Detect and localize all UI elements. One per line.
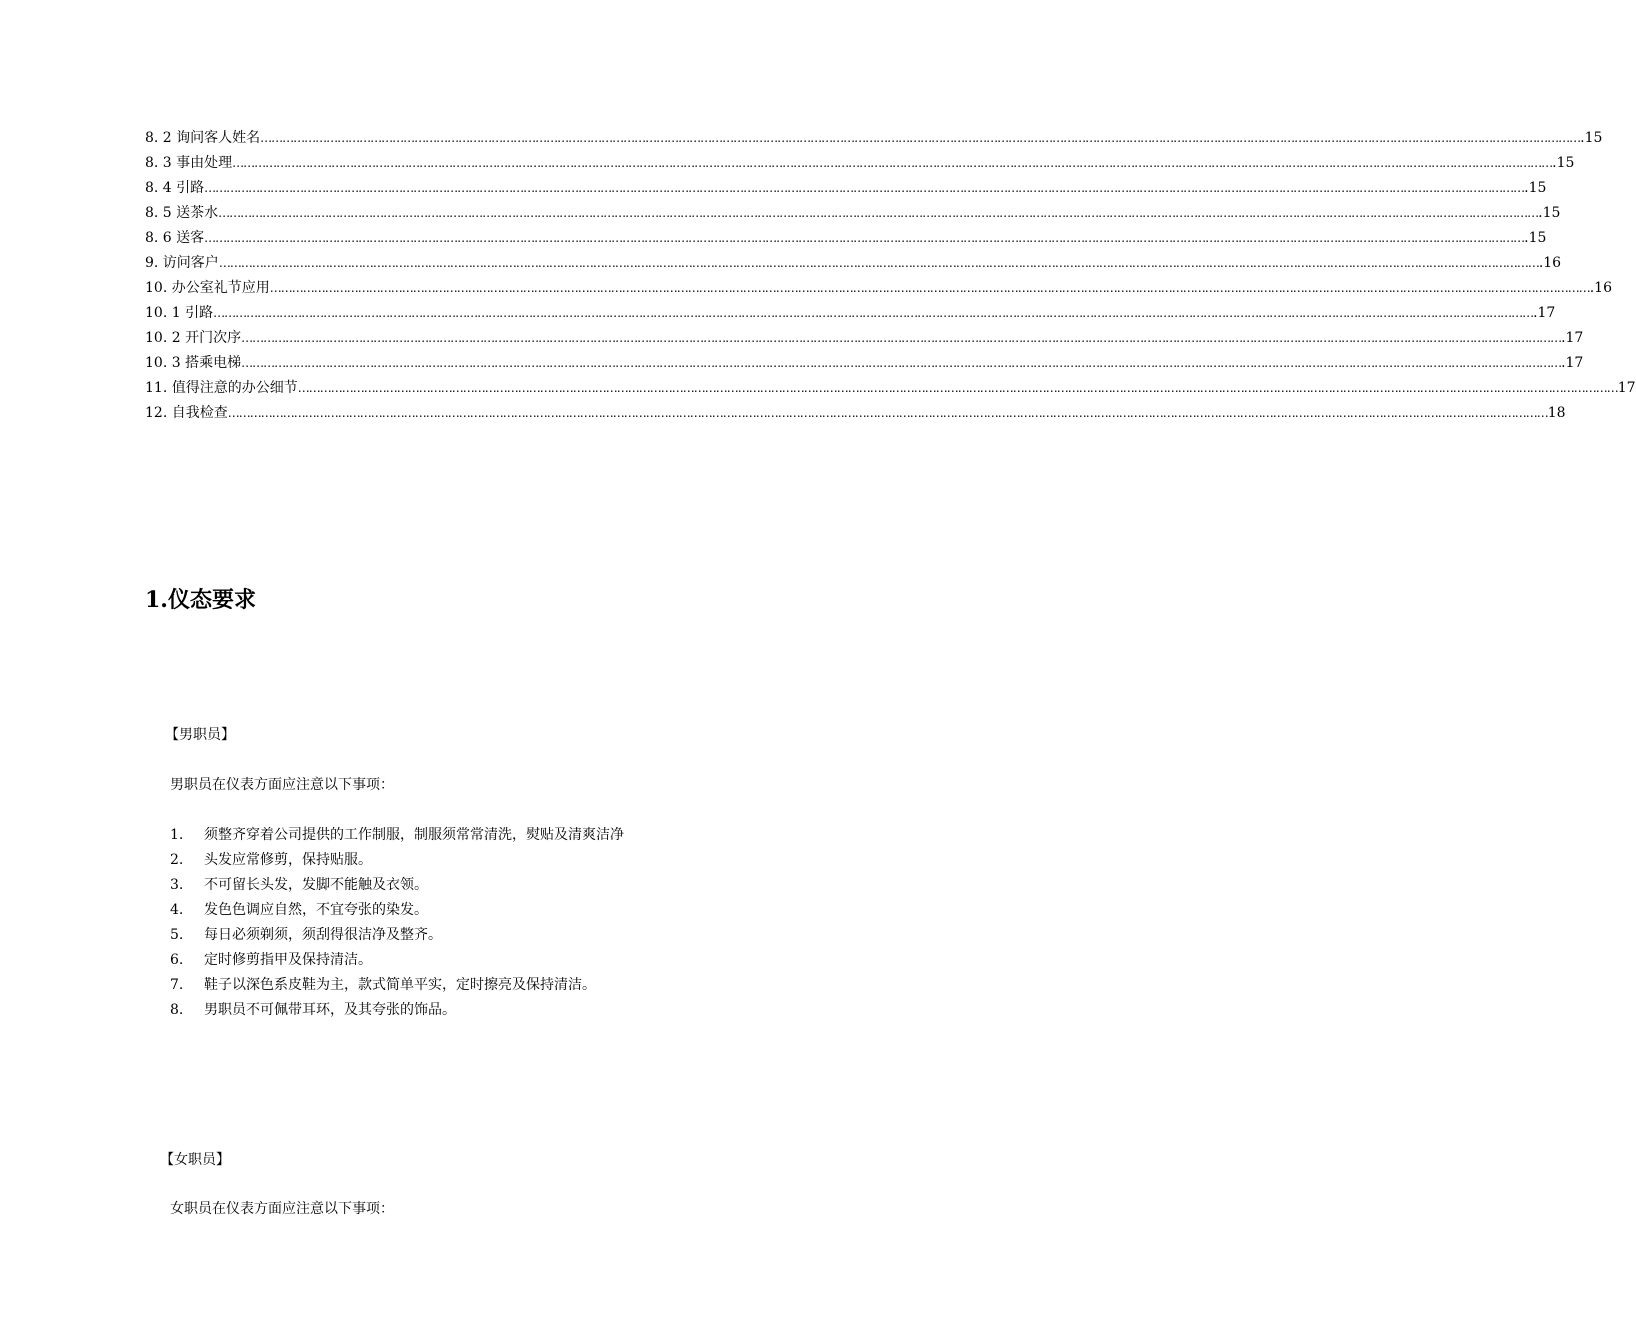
toc-label: 10. 3 搭乘电梯	[145, 355, 242, 371]
item-text: 不可留长头发，发脚不能触及衣领。	[204, 877, 428, 893]
toc-leader: ………………………………………………………………………………………………………………………………………………………………………………………………………………………………………………………………………………………………………………………………	[241, 356, 1562, 370]
toc-entry[interactable]	[145, 401, 1566, 426]
item-number: 4.	[170, 902, 184, 918]
toc-leader: ………………………………………………………………………………………………………………………………………………………………………………………………………………………………………………………………………………………………………………………………	[227, 406, 1548, 420]
item-text: 鞋子以深色系皮鞋为主，款式简单平实，定时擦亮及保持清洁。	[204, 977, 596, 993]
item-number: 7.	[170, 977, 184, 993]
item-text: 须整齐穿着公司提供的工作制服，制服须常常清洗，熨贴及清爽洁净	[204, 827, 624, 843]
item-number: 6.	[170, 952, 184, 968]
list-item	[170, 948, 624, 973]
toc-entry[interactable]	[145, 301, 1556, 326]
toc-entry[interactable]	[145, 351, 1584, 376]
item-text: 头发应常修剪，保持贴服。	[204, 852, 372, 868]
item-number: 2.	[170, 852, 184, 868]
toc-entry[interactable]	[145, 276, 1612, 301]
list-item	[170, 873, 624, 898]
toc-entry[interactable]	[145, 226, 1547, 251]
item-number: 5.	[170, 927, 184, 943]
toc-leader: ………………………………………………………………………………………………………………………………………………………………………………………………………………………………………………………………………………………………………………………………	[269, 281, 1590, 295]
toc-entry[interactable]	[145, 201, 1561, 226]
toc-entry[interactable]	[145, 251, 1562, 276]
toc-page-number: .17	[1561, 330, 1584, 346]
toc-label: 8. 2 询问客人姓名	[145, 130, 261, 146]
toc-entry[interactable]	[145, 176, 1547, 201]
item-text: 男职员不可佩带耳环，及其夸张的饰品。	[204, 1002, 456, 1018]
toc-label: 9. 访问客户	[145, 255, 219, 271]
toc-page-number: .15	[1552, 155, 1575, 171]
male-staff-heading: 【男职员】	[165, 727, 235, 743]
toc-page-number: .15	[1580, 130, 1603, 146]
toc-label: 11. 值得注意的办公细节	[145, 380, 298, 396]
list-item	[170, 998, 624, 1023]
toc-page-number: 18	[1547, 405, 1566, 421]
toc-page-number: 17	[1617, 380, 1636, 396]
toc-entry[interactable]	[145, 126, 1603, 151]
male-rules-list	[170, 823, 624, 1023]
toc-label: 12. 自我检查	[145, 405, 228, 421]
list-item	[170, 848, 624, 873]
toc-leader: ………………………………………………………………………………………………………………………………………………………………………………………………………………………………………………………………………………………………………………………………	[204, 231, 1525, 245]
toc-leader: ………………………………………………………………………………………………………………………………………………………………………………………………………………………………………………………………………………………………………………………………	[297, 381, 1618, 395]
toc-leader: ………………………………………………………………………………………………………………………………………………………………………………………………………………………………………………………………………………………………………………………………	[232, 156, 1553, 170]
toc-label: 8. 4 引路	[145, 180, 205, 196]
toc-page-number: .15	[1524, 230, 1547, 246]
toc-page-number: .17	[1561, 355, 1584, 371]
toc-leader: ………………………………………………………………………………………………………………………………………………………………………………………………………………………………………………………………………………………………………………………………	[218, 256, 1539, 270]
section-title: 1.仪态要求	[145, 587, 256, 613]
toc-page-number: .15	[1538, 205, 1561, 221]
toc-label: 8. 3 事由处理	[145, 155, 233, 171]
item-number: 1.	[170, 827, 184, 843]
item-text: 定时修剪指甲及保持清洁。	[204, 952, 372, 968]
toc-label: 8. 5 送茶水	[145, 205, 219, 221]
female-staff-heading: 【女职员】	[160, 1152, 230, 1168]
toc-leader: ………………………………………………………………………………………………………………………………………………………………………………………………………………………………………………………………………………………………………………………………	[204, 181, 1525, 195]
list-item	[170, 923, 624, 948]
toc-leader: ………………………………………………………………………………………………………………………………………………………………………………………………………………………………………………………………………………………………………………………………	[213, 306, 1534, 320]
item-number: 8.	[170, 1002, 184, 1018]
toc-label: 8. 6 送客	[145, 230, 205, 246]
table-of-contents	[145, 126, 1636, 426]
toc-label: 10. 办公室礼节应用	[145, 280, 270, 296]
toc-entry[interactable]	[145, 326, 1584, 351]
list-item	[170, 973, 624, 998]
toc-page-number: .16	[1538, 255, 1562, 271]
toc-label: 10. 1 引路	[145, 305, 214, 321]
toc-leader: ………………………………………………………………………………………………………………………………………………………………………………………………………………………………………………………………………………………………………………………………	[260, 131, 1581, 145]
toc-leader: ………………………………………………………………………………………………………………………………………………………………………………………………………………………………………………………………………………………………………………………………	[241, 331, 1562, 345]
list-item	[170, 823, 624, 848]
toc-page-number: .17	[1533, 305, 1556, 321]
item-text: 发色色调应自然，不宜夸张的染发。	[204, 902, 428, 918]
item-text: 每日必须剃须，须刮得很洁净及整齐。	[204, 927, 442, 943]
toc-page-number: .16	[1589, 280, 1612, 296]
toc-entry[interactable]	[145, 376, 1636, 401]
toc-label: 10. 2 开门次序	[145, 330, 242, 346]
male-staff-intro: 男职员在仪表方面应注意以下事项：	[170, 777, 394, 793]
female-staff-intro: 女职员在仪表方面应注意以下事项：	[170, 1201, 394, 1217]
item-number: 3.	[170, 877, 184, 893]
toc-page-number: .15	[1524, 180, 1547, 196]
toc-entry[interactable]	[145, 151, 1575, 176]
list-item	[170, 898, 624, 923]
toc-leader: ………………………………………………………………………………………………………………………………………………………………………………………………………………………………………………………………………………………………………………………………	[218, 206, 1539, 220]
